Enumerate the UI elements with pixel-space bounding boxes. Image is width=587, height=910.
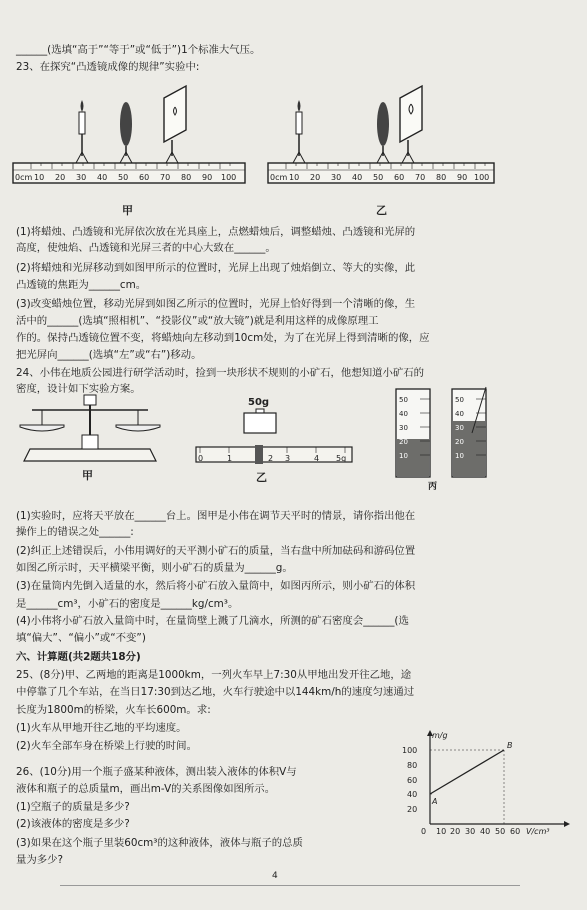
section-title: 六、计算题(共2题共18分) [16,651,141,663]
question-25: 25、(8分)甲、乙两地的距离是1000km，一列火车早上7:30从甲地出发开往乙地，途 [16,669,412,681]
y-tick: 40 [407,790,418,799]
x-tick: 50 [495,827,506,836]
text-line: (2)纠正上述错误后，小伟用调好的天平测小矿石的质量，当右盘中所加砝码和游码位置 [16,545,416,557]
tick-20: 20 [55,173,66,182]
scale-tick: 4 [314,454,320,463]
text-line: (1)火车从甲地开往乙地的平均速度。 [16,722,187,734]
m-v-graph [400,726,580,846]
text-line: 凸透镜的焦距为______cm。 [16,279,147,291]
x-axis-label: V/cm³ [526,827,550,836]
tick-20: 20 [310,173,321,182]
page-number: 4 [272,871,278,881]
cyl-tick: 50 [455,396,464,404]
text-line: (3)在量筒内先倒入适量的水，然后将小矿石放入量筒中，如图丙所示，则小矿石的体积 [16,580,416,592]
y-tick: 20 [407,805,418,814]
y-tick: 100 [402,746,418,755]
tick-90: 90 [202,173,213,182]
text-line: 液体和瓶子的总质量m，画出m-V的关系图像如图所示。 [16,783,276,795]
cyl-tick: 10 [455,452,464,460]
text-line: 中停靠了几个车站，在当日17:30到达乙地，火车行驶途中以144km/h的速度匀速通过 [16,686,415,698]
text-line: 密度，设计如下实验方案。 [16,383,141,395]
tick-60: 60 [394,173,405,182]
bench-jia [13,86,245,217]
cyl-tick: 30 [455,424,464,432]
text-line: 把光屏向______(选填“左”或“右”)移动。 [16,349,202,361]
point-b-label: B [507,741,513,750]
tick-70: 70 [160,173,171,182]
text-line: (2)火车全部车身在桥梁上行驶的时间。 [16,740,197,752]
text-line: (1)将蜡烛、凸透镜和光屏依次放在光具座上，点燃蜡烛后，调整蜡烛、凸透镜和光屏的 [16,226,416,238]
tick-50: 50 [118,173,129,182]
text-line: 量为多少? [16,854,64,866]
x-tick: 40 [480,827,491,836]
footer-rule [60,885,520,886]
scale-tick: 3 [285,454,291,463]
tick-70: 70 [415,173,426,182]
scale-tick: 1 [227,454,233,463]
convex-lens [377,102,389,163]
cyl-tick: 20 [399,438,408,446]
tick-100: 100 [221,173,237,182]
text-line: (2)该液体的密度是多少? [16,818,130,830]
label-bing: 丙 [428,482,438,492]
scale-tick: 5g [336,454,347,463]
tick-80: 80 [181,173,192,182]
label-yi: 乙 [376,204,387,217]
text-line: (3)如果在这个瓶子里装60cm³的这种液体，液体与瓶子的总质 [16,837,303,849]
tick-100: 100 [474,173,490,182]
x-tick: 60 [510,827,521,836]
text-line: (1)空瓶子的质量是多少? [16,801,130,813]
point-a-label: A [432,797,438,806]
cyl-tick: 30 [399,424,408,432]
cyl-tick: 20 [455,438,464,446]
light-screen [164,86,186,163]
cyl-tick: 10 [399,452,408,460]
x-tick: 20 [450,827,461,836]
bench-yi [268,86,494,217]
text-line: (3)改变蜡烛位置，移动光屏到如图乙所示的位置时，光屏上恰好得到一个清晰的像，生 [16,298,416,310]
y-tick: 80 [407,761,418,770]
tick-90: 90 [457,173,468,182]
text-line: 长度为1800m的桥梁，火车长600m。求: [16,704,211,716]
scale-tick: 0 [198,454,204,463]
text-line: 操作上的错误之处______: [16,526,134,538]
cyl-tick: 40 [455,410,464,418]
tick-0: 0cm [270,173,288,182]
origin: 0 [421,827,427,836]
density-figures [0,383,587,495]
lens-bench-figures [0,78,587,228]
y-tick: 60 [407,776,418,785]
text-line: 活中的______(选填“照相机”、“投影仪”或“放大镜”)就是利用这样的成像原理工 [16,315,379,327]
text-line: 填“偏大”、“偏小”或“不变”) [16,632,146,644]
label-jia: 甲 [122,204,133,217]
text-line: ______(选填“高于”“等于”或“低于”)1个标准大气压。 [16,44,261,56]
convex-lens [120,102,132,163]
cyl-tick: 40 [399,410,408,418]
text-line: 如图乙所示时，天平横梁平衡，则小矿石的质量为______g。 [16,562,293,574]
text-line: (4)小伟将小矿石放入量筒中时，在量筒壁上溅了几滴水，所测的矿石密度会______(选 [16,615,409,627]
tick-30: 30 [331,173,342,182]
cyl-tick: 50 [399,396,408,404]
tick-30: 30 [76,173,87,182]
tick-10: 10 [289,173,300,182]
weight-and-scale [196,397,352,484]
question-23: 23、在探究“凸透镜成像的规律”实验中: [16,61,200,73]
candle [293,100,305,163]
tick-80: 80 [436,173,447,182]
tick-10: 10 [34,173,45,182]
tick-40: 40 [352,173,363,182]
question-24: 24、小伟在地质公园进行研学活动时，捡到一块形状不规则的小矿石，他想知道小矿石的 [16,367,425,379]
scale-tick: 2 [268,454,274,463]
text-line: (1)实验时，应将天平放在______台上。图甲是小伟在调节天平时的情景，请你指出他在 [16,510,416,522]
x-tick: 30 [465,827,476,836]
label-yi: 乙 [256,471,267,484]
candle [76,100,88,163]
tick-50: 50 [373,173,384,182]
question-26: 26、(10分)用一个瓶子盛某种液体，测出装入液体的体积V与 [16,766,297,778]
graduated-cylinders [396,387,486,492]
label-jia: 甲 [82,469,93,482]
y-axis-label: m/g [432,731,448,740]
balance-scale [20,395,160,482]
text-line: 高度，使烛焰、凸透镜和光屏三者的中心大致在______。 [16,242,276,254]
tick-60: 60 [139,173,150,182]
text-line: (2)将蜡烛和光屏移动到如图甲所示的位置时，光屏上出现了烛焰倒立、等大的实像，此 [16,262,416,274]
weight-label: 50g [248,397,270,408]
light-screen [400,86,422,163]
tick-40: 40 [97,173,108,182]
text-line: 是______cm³，小矿石的密度是______kg/cm³。 [16,598,239,610]
text-line: 作的。保持凸透镜位置不变，将蜡烛向左移动到10cm处，为了在光屏上得到清晰的像，应 [16,332,430,344]
x-tick: 10 [436,827,447,836]
tick-0: 0cm [15,173,33,182]
